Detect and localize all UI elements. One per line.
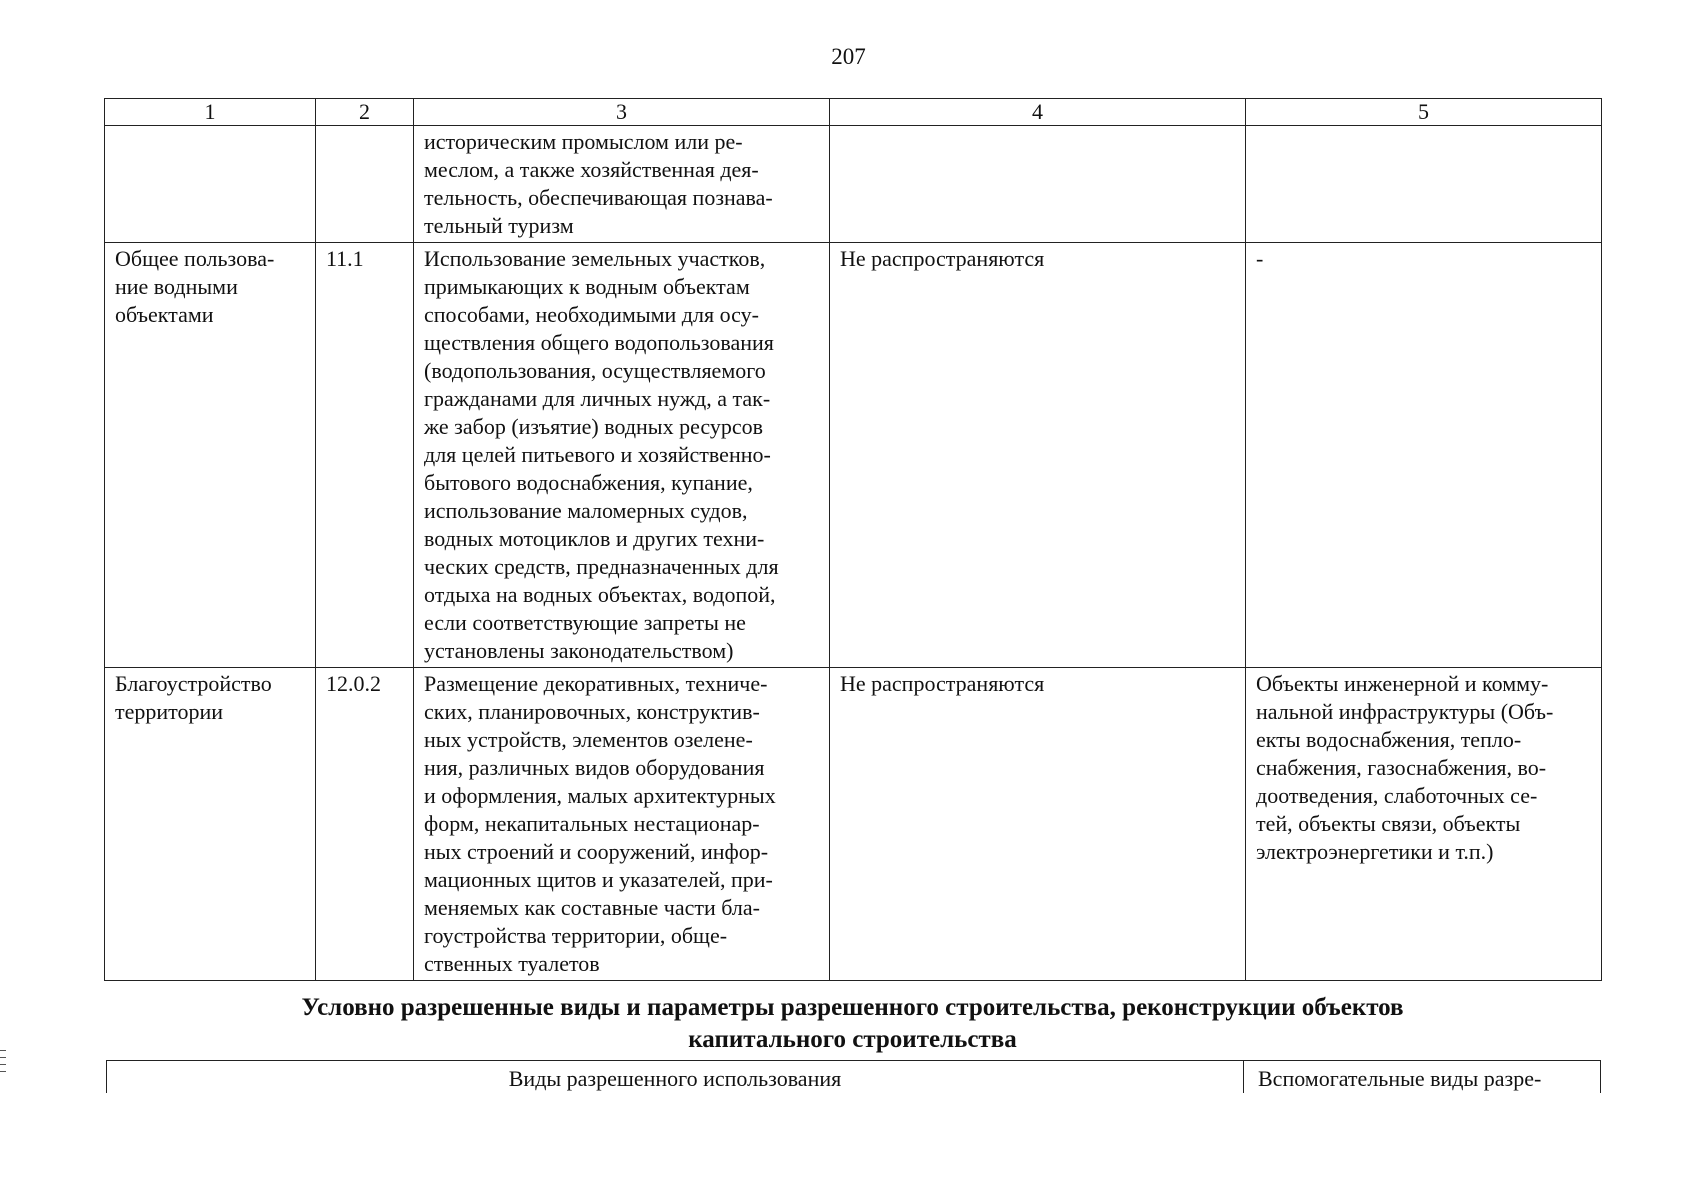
column-header-2: 2 [316,99,414,126]
table-row [105,243,1602,668]
table-header-row [107,1061,1601,1094]
table-row [105,668,1602,981]
section-title-line-2: капитального строительства [688,1026,1017,1053]
cell-use-description: Размещение декоративных, техниче- ских, планировочных, конструктив- ных устройств, элементов озелене- ния, различных видов оборудования и оформления, малых архитектурных форм, некапитальных нестационар- ных строений и сооружений, инфор- мационных щитов и указателей, при- меняемых как составные части бла- гоустройства территории, обще- ственных туалетов [414,668,830,981]
page-number: 207 [831,44,866,69]
cell-auxiliary-uses: Объекты инженерной и комму- нальной инфраструктуры (Объ- екты водоснабжения, тепло- снабжения, газоснабжения, во- доотведения, слаботочных се- тей, объекты связи, объекты электроэнергетики и т.п.) [1246,668,1602,981]
cell-use-code: 12.0.2 [316,668,414,981]
cell-use-name: Благоустройство территории [105,668,316,981]
next-table-header [106,1060,1601,1093]
table-header-row [105,99,1602,126]
column-header-4: 4 [830,99,1246,126]
column-header-3: 3 [414,99,830,126]
cell-auxiliary-uses [1246,126,1602,243]
zoning-table [104,98,1602,981]
scan-margin-marks [0,1050,8,1078]
cell-use-code: 11.1 [316,243,414,668]
cell-parameters: Не распространяются [830,243,1246,668]
cell-use-description: Использование земельных участков, примыкающих к водным объектам способами, необходимыми для осу- ществления общего водопользования (водопользования, осуществляемого гражданами для личных нужд, а так- же забор (изъятие) водных ресурсов для целей питьевого и хозяйственно- бытового водоснабжения, купание, использование маломерных судов, водных мотоциклов и других техни- ческих средств, предназначенных для отдыха на водных объектах, водопой, если соответствующие запреты не установлены законодательством) [414,243,830,668]
table-row [105,126,1602,243]
cell-use-code [316,126,414,243]
cell-use-name [105,126,316,243]
column-header-1: 1 [105,99,316,126]
cell-parameters [830,126,1246,243]
cell-parameters: Не распространяются [830,668,1246,981]
cell-use-description: историческим промыслом или ре- меслом, а также хозяйственная дея- тельность, обеспечивающая познава- тельный туризм [414,126,830,243]
column-header-5: 5 [1246,99,1602,126]
column-header-permitted-uses: Виды разрешенного использования [107,1061,1244,1094]
cell-auxiliary-uses: - [1246,243,1602,668]
cell-use-name: Общее пользова- ние водными объектами [105,243,316,668]
section-title [104,992,1601,1056]
section-title-line-1: Условно разрешенные виды и параметры разрешенного строительства, реконструкции объектов [301,994,1404,1021]
column-header-auxiliary-uses: Вспомогательные виды разре- [1244,1061,1601,1094]
